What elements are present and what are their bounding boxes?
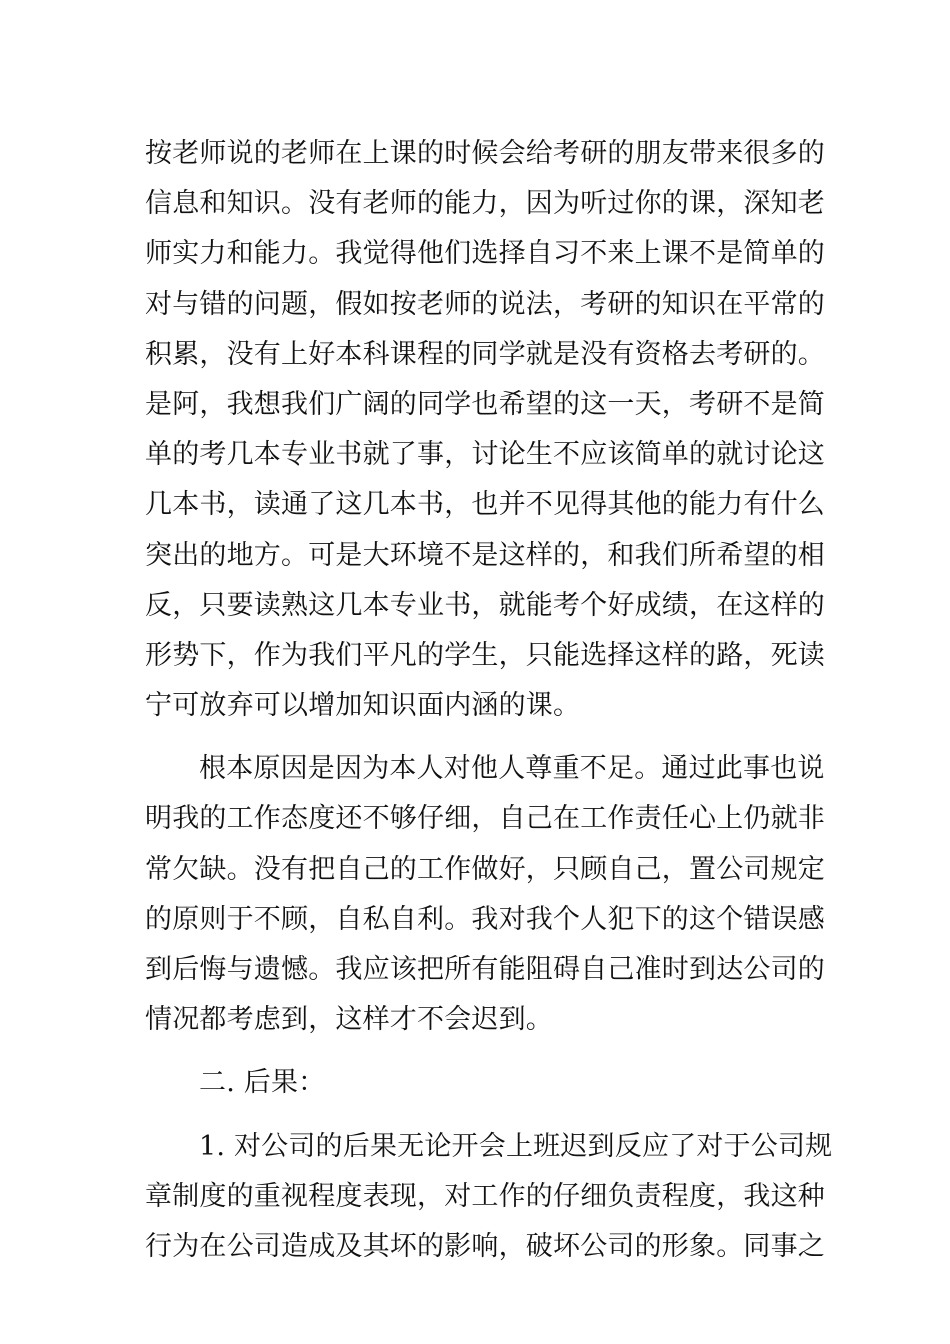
text-line: 1. 对公司的后果无论开会上班迟到反应了对于公司规 <box>199 1130 833 1162</box>
paragraph-3 <box>145 1122 833 1273</box>
heading-line: 二. 后果： <box>199 1067 326 1099</box>
text-line: 到后悔与遗憾。我应该把所有能阻碍自己准时到达公司的 <box>145 954 825 985</box>
text-line: 情况都考虑到，这样才不会迟到。 <box>145 1004 553 1036</box>
text-line: 根本原因是因为本人对他人尊重不足。通过此事也说 <box>199 753 825 785</box>
text-line: 对与错的问题，假如按老师的说法，考研的知识在平常的 <box>145 288 825 320</box>
text-line: 按老师说的老师在上课的时候会给考研的朋友带来很多的 <box>145 138 825 169</box>
text-line: 几本书，读通了这几本书，也并不见得其他的能力有什么 <box>145 489 825 521</box>
text-line: 是阿，我想我们广阔的同学也希望的这一天，考研不是简 <box>145 388 825 420</box>
section-heading <box>145 1058 825 1108</box>
text-line: 形势下，作为我们平凡的学生，只能选择这样的路，死读 <box>145 639 825 671</box>
text-line: 的原则于不顾，自私自利。我对我个人犯下的这个错误感 <box>145 903 825 935</box>
paragraph-gap <box>145 731 825 744</box>
text-line: 突出的地方。可是大环境不是这样的，和我们所希望的相 <box>145 539 825 571</box>
text-line: 单的考几本专业书就了事，讨论生不应该简单的就讨论这 <box>145 439 825 471</box>
text-line: 信息和知识。没有老师的能力，因为听过你的课，深知老 <box>145 188 825 220</box>
text-line: 积累，没有上好本科课程的同学就是没有资格去考研的。 <box>145 338 825 370</box>
paragraph-1 <box>145 129 825 731</box>
text-line: 师实力和能力。我觉得他们选择自习不来上课不是简单的 <box>145 238 825 270</box>
text-line: 章制度的重视程度表现，对工作的仔细负责程度，我这种 <box>145 1180 825 1212</box>
text-line: 明我的工作态度还不够仔细，自己在工作责任心上仍就非 <box>145 803 825 835</box>
paragraph-2 <box>145 744 825 1045</box>
paragraph-gap <box>145 1045 825 1058</box>
text-line: 反，只要读熟这几本专业书，就能考个好成绩，在这样的 <box>145 589 825 621</box>
text-line: 行为在公司造成及其坏的影响，破坏公司的形象。同事之 <box>145 1230 825 1262</box>
paragraph-gap <box>145 1109 825 1122</box>
document-body <box>145 129 833 1272</box>
text-line: 宁可放弃可以增加知识面内涵的课。 <box>145 690 581 722</box>
text-line: 常欠缺。没有把自己的工作做好，只顾自己，置公司规定 <box>145 853 825 885</box>
